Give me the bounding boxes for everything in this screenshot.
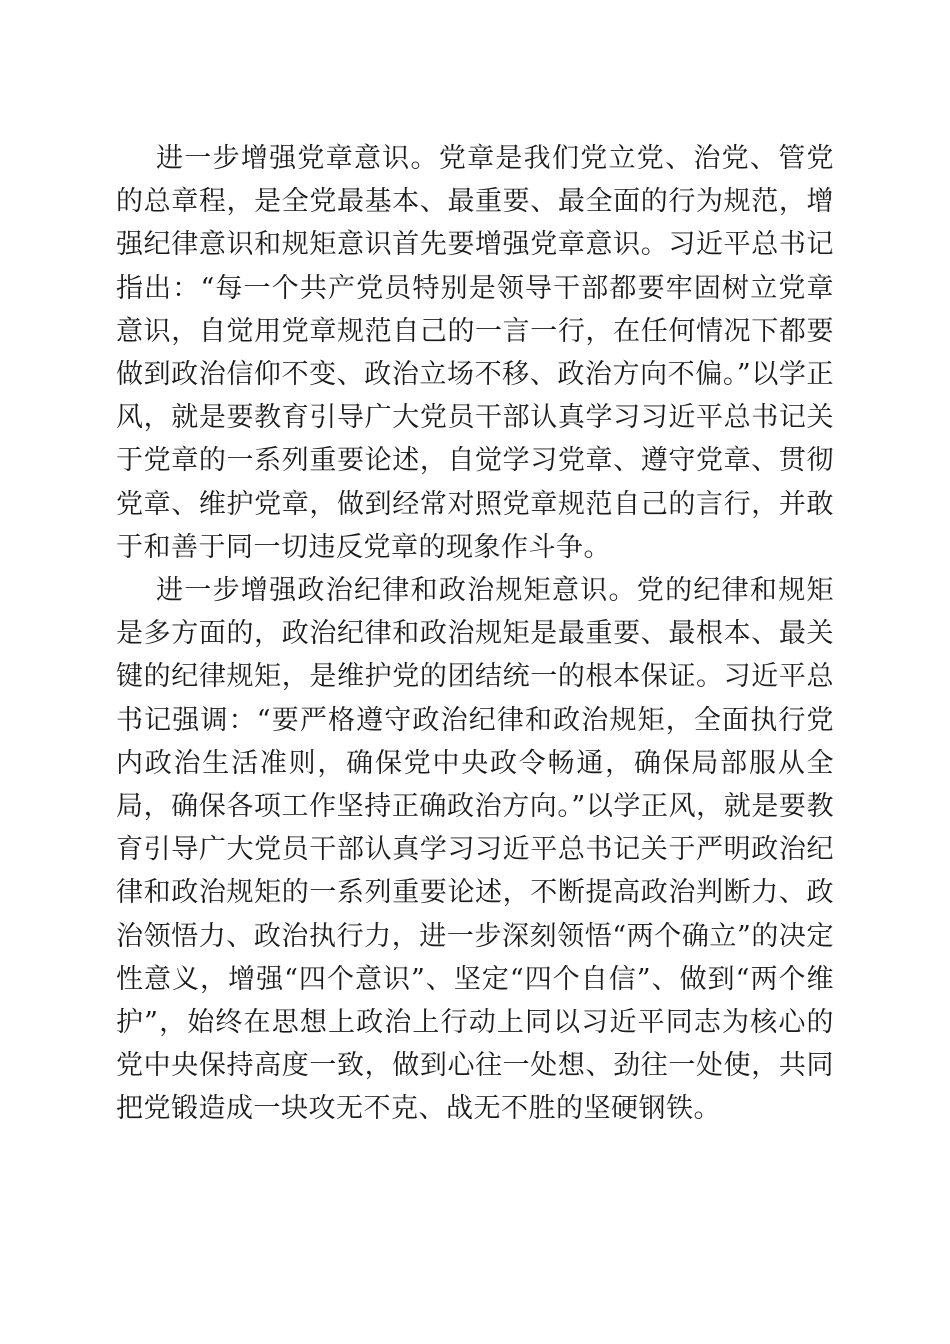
document-body: [116, 137, 834, 1131]
paragraph-political-discipline-awareness: 进一步增强政治纪律和政治规矩意识。党的纪律和规矩是多方面的，政治纪律和政治规矩是最重要、最根本、最关键的纪律规矩，是维护党的团结统一的根本保证。习近平总书记强调：“要严格遵守政治纪律和政治规矩，全面执行党内政治生活准则，确保党中央政令畅通，确保局部服从全局，确保各项工作坚持正确政治方向。”以学正风，就是要教育引导广大党员干部认真学习习近平总书记关于严明政治纪律和政治规矩的一系列重要论述，不断提高政治判断力、政治领悟力、政治执行力，进一步深刻领悟“两个确立”的决定性意义，增强“四个意识”、坚定“四个自信”、做到“两个维护”，始终在思想上政治上行动上同以习近平同志为核心的党中央保持高度一致，做到心往一处想、劲往一处使，共同把党锻造成一块攻无不克、战无不胜的坚硬钢铁。: [116, 575, 834, 1125]
paragraph-party-constitution-awareness: 进一步增强党章意识。党章是我们党立党、治党、管党的总章程，是全党最基本、最重要、最全面的行为规范，增强纪律意识和规矩意识首先要增强党章意识。习近平总书记指出：“每一个共产党员特别是领导干部都要牢固树立党章意识，自觉用党章规范自己的一言一行，在任何情况下都要做到政治信仰不变、政治立场不移、政治方向不偏。”以学正风，就是要教育引导广大党员干部认真学习习近平总书记关于党章的一系列重要论述，自觉学习党章、遵守党章、贯彻党章、维护党章，做到经常对照党章规范自己的言行，并敢于和善于同一切违反党章的现象作斗争。: [116, 143, 834, 563]
